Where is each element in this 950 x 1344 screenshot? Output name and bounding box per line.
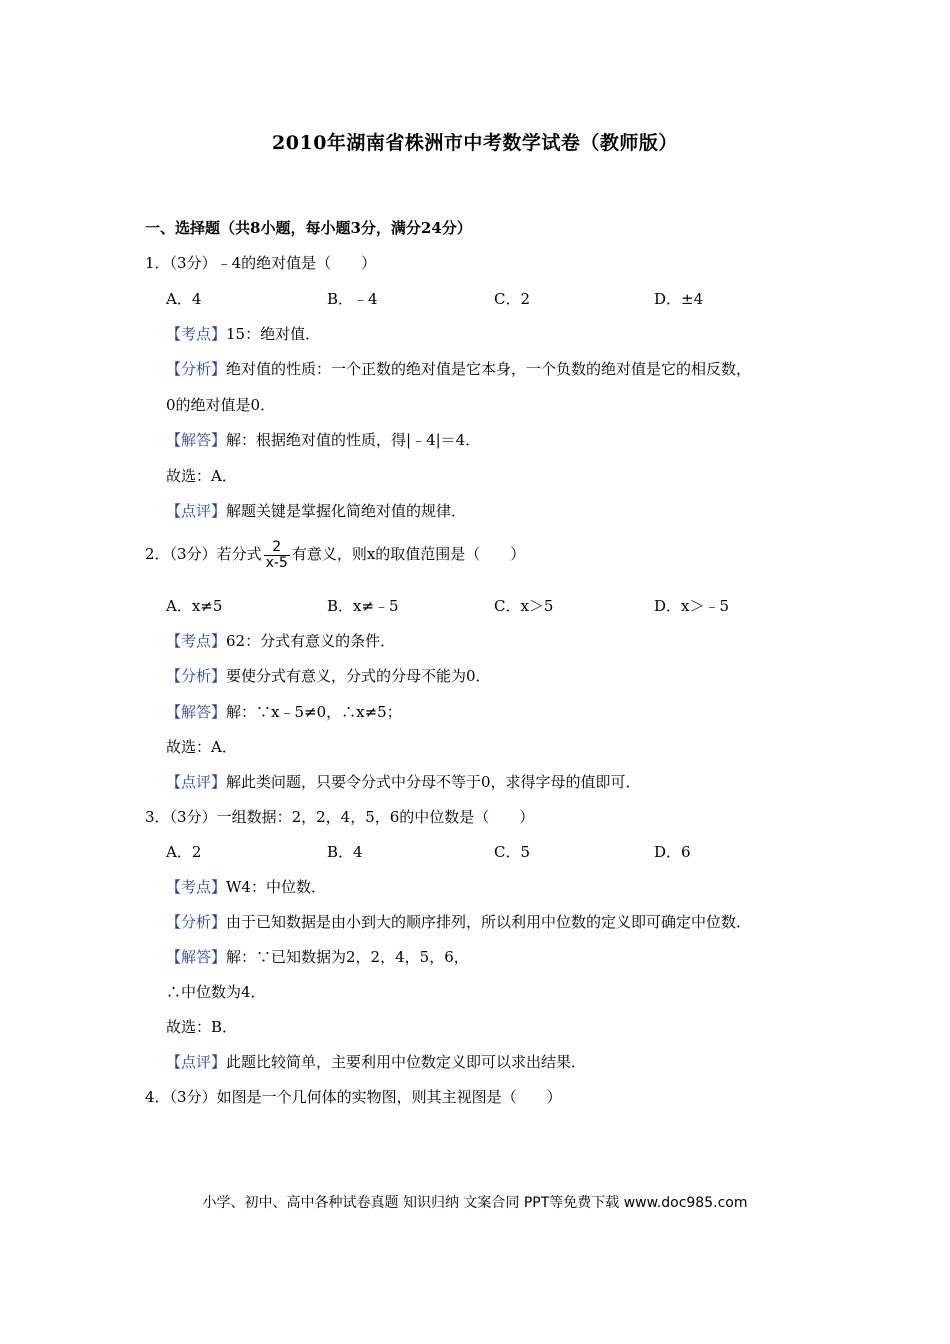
q1-dianping-text: 解题关键是掌握化简绝对值的规律． — [226, 502, 467, 520]
question-4-stem: 4．（3分）如图是一个几何体的实物图，则其主视图是（ ） — [145, 1088, 562, 1106]
q3-kaodian — [166, 877, 326, 897]
q3-option-c: C．5 — [494, 843, 531, 861]
q3-dianping — [166, 1052, 586, 1072]
q2-option-b: B．x≠﹣5 — [327, 597, 399, 615]
question-2-stem — [145, 538, 525, 571]
q1-option-c: C．2 — [494, 290, 531, 308]
page-title: 2010年湖南省株洲市中考数学试卷（教师版） — [272, 132, 678, 154]
q2-option-c: C．x＞5 — [494, 597, 554, 615]
fraction — [264, 540, 290, 571]
q3-option-a: A．2 — [166, 843, 202, 861]
q2-stem-post: 有意义，则x的取值范围是（ ） — [291, 545, 526, 563]
q1-option-d: D．±4 — [654, 290, 704, 308]
jieda-label: 【解答】 — [166, 431, 227, 449]
q1-dianping — [166, 501, 466, 521]
q1-fenxi — [166, 359, 751, 379]
q2-fenxi-text: 要使分式有意义，分式的分母不能为0． — [226, 667, 491, 685]
q3-jieda-cont: ∴中位数为4． — [166, 983, 266, 1001]
q1-fenxi-cont: 0的绝对值是0． — [166, 396, 276, 414]
q3-dianping-text: 此题比较简单，主要利用中位数定义即可以求出结果． — [226, 1053, 587, 1071]
q1-option-b: B．﹣4 — [327, 290, 378, 308]
jieda-label: 【解答】 — [166, 703, 227, 721]
fraction-denominator: x-5 — [265, 554, 288, 571]
q3-option-d: D．6 — [654, 843, 691, 861]
q3-jieda — [166, 947, 469, 967]
kaodian-label: 【考点】 — [166, 878, 227, 896]
q2-option-a: A．x≠5 — [166, 597, 223, 615]
question-3-stem: 3．（3分）一组数据：2，2，4，5，6的中位数是（ ） — [145, 808, 535, 826]
q2-option-d: D．x＞﹣5 — [654, 597, 730, 615]
q2-kaodian-text: 62：分式有意义的条件． — [226, 632, 396, 650]
q2-answer: 故选：A． — [166, 738, 237, 756]
q1-answer: 故选：A． — [166, 467, 237, 485]
fenxi-label: 【分析】 — [166, 360, 227, 378]
dianping-label: 【点评】 — [166, 1053, 227, 1071]
q3-fenxi-text: 由于已知数据是由小到大的顺序排列，所以利用中位数的定义即可确定中位数． — [226, 913, 752, 931]
fenxi-label: 【分析】 — [166, 913, 227, 931]
q1-jieda-text: 解：根据绝对值的性质，得|﹣4|＝4． — [226, 431, 481, 449]
q1-jieda — [166, 430, 480, 450]
q2-dianping-text: 解此类问题，只要令分式中分母不等于0，求得字母的值即可． — [226, 773, 641, 791]
kaodian-label: 【考点】 — [166, 632, 227, 650]
q1-kaodian-text: 15：绝对值． — [226, 325, 321, 343]
fraction-numerator: 2 — [272, 538, 282, 555]
q1-fenxi-text: 绝对值的性质：一个正数的绝对值是它本身，一个负数的绝对值是它的相反数， — [226, 360, 752, 378]
jieda-label: 【解答】 — [166, 948, 227, 966]
section-heading: 一、选择题（共8小题，每小题3分，满分24分） — [145, 219, 472, 237]
dianping-label: 【点评】 — [166, 502, 227, 520]
q2-dianping — [166, 772, 641, 792]
q1-option-a: A．4 — [166, 290, 202, 308]
q2-kaodian — [166, 631, 395, 651]
page-footer: 小学、初中、高中各种试卷真题 知识归纳 文案合同 PPT等免费下载 www.doc985.com — [202, 1195, 748, 1211]
q2-stem-pre: 2．（3分）若分式 — [145, 545, 262, 563]
q3-option-b: B．4 — [327, 843, 363, 861]
q2-jieda — [166, 702, 402, 722]
q1-kaodian — [166, 324, 320, 344]
q3-jieda-text: 解：∵已知数据为2，2，4，5，6， — [226, 948, 469, 966]
kaodian-label: 【考点】 — [166, 325, 227, 343]
question-1-stem: 1．（3分）﹣4的绝对值是（ ） — [145, 254, 377, 272]
q3-kaodian-text: W4：中位数． — [226, 878, 326, 896]
q3-answer: 故选：B． — [166, 1018, 238, 1036]
fenxi-label: 【分析】 — [166, 667, 227, 685]
q2-jieda-text: 解：∵x﹣5≠0，∴x≠5； — [226, 703, 402, 721]
q2-fenxi — [166, 666, 491, 686]
q3-fenxi — [166, 912, 751, 932]
dianping-label: 【点评】 — [166, 773, 227, 791]
